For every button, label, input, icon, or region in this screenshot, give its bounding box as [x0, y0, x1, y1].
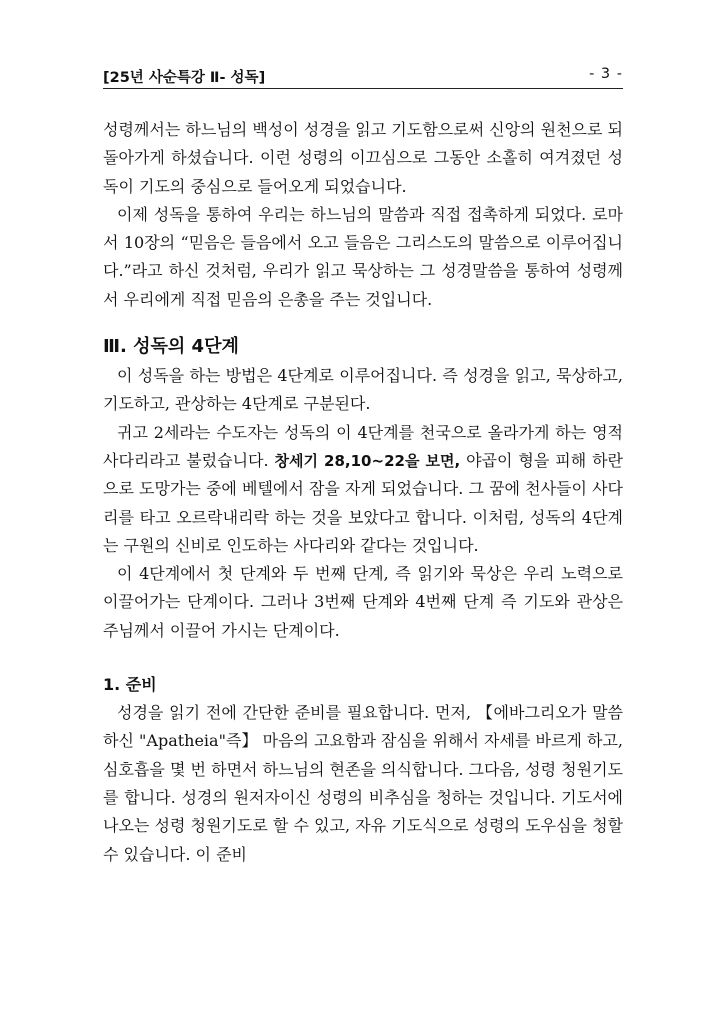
section-heading-3: Ⅲ. 성독의 4단계 — [103, 336, 239, 358]
intro-paragraph-2 — [103, 201, 623, 314]
section3-paragraph-3 — [103, 560, 623, 645]
section3-paragraph-2-text-start: 귀고 2세라는 수도자는 성독의 이 4단계를 천국으로 올라가게 하는 영적 사다리라고 불렀습니다. — [103, 422, 623, 470]
section3-paragraph-2-text-end: 야곱이 형을 피해 하란으로 도망가는 중에 베텔에서 잠을 자게 되었습니다. 그 꿈에 천사들이 사다리를 타고 오르락내리락 하는 것을 보았다고 합니다. 이처럼, 성독의 4단계는 구원의 신비로 인도하는 사다리와 같다는 것입니다. — [103, 450, 623, 555]
document-title: [25년 사순특강 Ⅱ- 성독] — [103, 70, 266, 86]
subsection1-paragraph-1-text: 성경을 읽기 전에 간단한 준비를 필요합니다. 먼저, 【에바그리오가 말씀하신 "Apatheia"즉】 마음의 고요함과 잠심을 위해서 자세를 바르게 하고, 심호흡을 몇 번 하면서 하느님의 현존을 의식합니다. 그다음, 성령 청원기도를 합니다. 성경의 원저자이신 성령의 비추심을 청하는 것입니다. 기도서에 나오는 성령 청원기도로 할 수 있고, 자유 기도식으로 성령의 도우심을 청할 수 있습니다. 이 준비 — [103, 703, 623, 864]
intro-paragraph-2-text: 이제 성독을 통하여 우리는 하느님의 말씀과 직접 접촉하게 되었다. 로마서 10장의 “믿음은 들음에서 오고 들음은 그리스도의 말씀으로 이루어집니다.”라고 하신 것처럼, 우리가 읽고 묵상하는 그 성경말씀을 통하여 성령께서 우리에게 직접 믿음의 은총을 주는 것입니다. — [103, 204, 623, 309]
section3-paragraph-1 — [103, 362, 623, 419]
page-header — [103, 64, 623, 89]
scripture-reference: 창세기 28,10~22을 보면, — [274, 451, 461, 470]
intro-paragraph-1 — [103, 116, 623, 201]
subsection-heading-1: 1. 준비 — [103, 675, 157, 695]
page-number: - 3 - — [589, 66, 623, 82]
document-body — [103, 116, 623, 869]
intro-paragraph-1-text: 성령께서는 하느님의 백성이 성경을 읽고 기도함으로써 신앙의 원천으로 되돌아가게 하셨습니다. 이런 성령의 이끄심으로 그동안 소홀히 여겨졌던 성독이 기도의 중심으로 들어오게 되었습니다. — [103, 120, 623, 196]
section3-paragraph-3-text: 이 4단계에서 첫 단계와 두 번째 단계, 즉 읽기와 묵상은 우리 노력으로 이끌어가는 단계이다. 그러나 3번째 단계와 4번째 단계 즉 기도와 관상은 주님께서 이끌어 가시는 단계이다. — [103, 564, 623, 640]
subsection1-paragraph-1 — [103, 699, 623, 869]
section3-paragraph-1-text: 이 성독을 하는 방법은 4단계로 이루어집니다. 즉 성경을 읽고, 묵상하고, 기도하고, 관상하는 4단계로 구분된다. — [103, 366, 623, 414]
section3-paragraph-2 — [103, 419, 623, 560]
